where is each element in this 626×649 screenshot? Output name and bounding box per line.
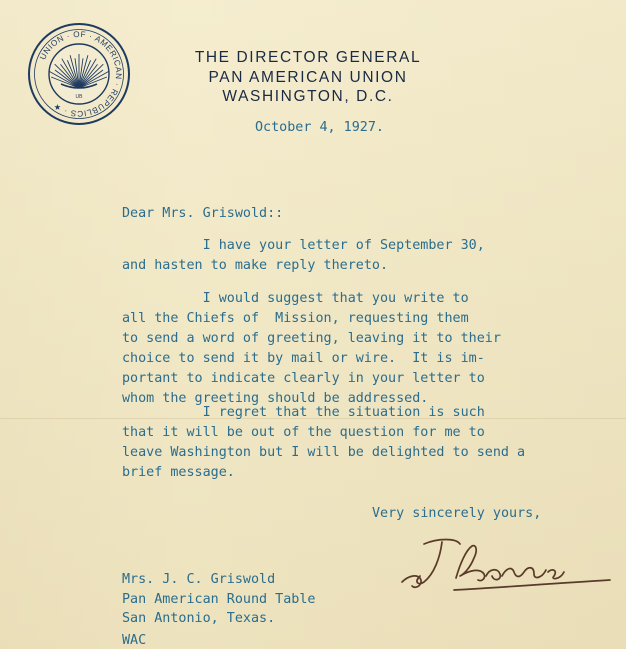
letter-paragraph-3: I regret that the situation is such that it will be out of the question for me to leave Washington but I will be delighted to send a brief message.: [122, 405, 526, 480]
letter-date: October 4, 1927.: [255, 120, 384, 135]
letterhead-title: THE DIRECTOR GENERAL: [194, 49, 422, 66]
seal-monogram: UB: [75, 94, 83, 100]
letterhead-organization: PAN AMERICAN UNION: [208, 68, 408, 86]
letterhead: [176, 48, 440, 107]
recipient-city: San Antonio, Texas.: [122, 611, 276, 626]
typist-initials: WAC: [122, 633, 147, 648]
letter-paragraph-1: I have your letter of September 30, and hasten to make reply thereto.: [122, 238, 485, 273]
letter-closing: Very sincerely yours,: [372, 506, 542, 521]
recipient-name: Mrs. J. C. Griswold: [122, 572, 276, 587]
recipient-organization: Pan American Round Table: [122, 591, 316, 607]
handwritten-signature: [394, 524, 616, 602]
letterhead-city: WASHINGTON, D.C.: [222, 88, 394, 105]
letter-salutation: Dear Mrs. Griswold::: [122, 206, 284, 221]
recipient-address: [122, 570, 315, 629]
union-seal-logo: [27, 22, 131, 126]
svg-text:UNION · OF · AMERICAN · REPUBL: UNION · OF · AMERICAN · REPUBLICS · ★: [38, 29, 124, 119]
letter-paragraph-2: I would suggest that you write to all the Chiefs of Mission, requesting them to send a word of greeting, leaving it to their choice to send it by mail or wire. It is im- portant to indicate clearly in your letter to whom the greeting should be addressed.: [122, 291, 501, 406]
